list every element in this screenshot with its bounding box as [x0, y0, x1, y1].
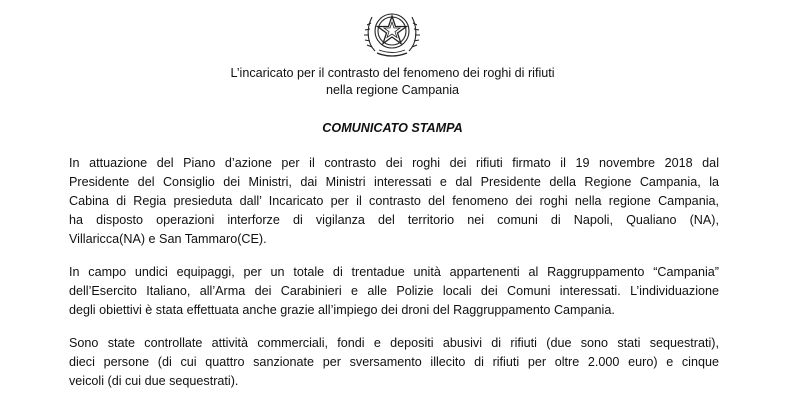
text-line: Villaricca(NA) e San Tammaro(CE).	[69, 232, 267, 246]
text-line: degli obiettivi è stata effettuata anche grazie all’impiego dei droni del Raggruppamento Campania.	[69, 303, 615, 317]
paragraph-2	[69, 263, 719, 320]
text-line: dieci persone (di cui quattro sanzionate per sversamento illecito di rifiuti per oltre 2.000 euro) e cinque	[69, 355, 719, 369]
document-title: COMUNICATO STAMPA	[322, 121, 463, 135]
paragraph-1	[69, 154, 719, 249]
issuer-line-2: nella regione Campania	[325, 83, 460, 97]
italian-republic-emblem-icon	[361, 3, 423, 59]
issuer-line-1: L’incaricato per il contrasto del fenomeno dei roghi di rifiuti	[230, 66, 555, 80]
text-line: ha disposto operazioni interforze di vigilanza del territorio nei comuni di Napoli, Qualiano (NA),	[69, 213, 719, 227]
text-line: veicoli (di cui due sequestrati).	[69, 374, 239, 388]
text-line: Presidente del Consiglio dei Ministri, dai Ministri interessati e dal Presidente della Regione Campania, la	[69, 175, 719, 189]
text-line: Cabina di Regia presieduta dall’ Incaricato per il contrasto del fenomeno dei roghi nella regione Campania,	[69, 194, 719, 208]
text-line: dell’Esercito Italiano, all’Arma dei Carabinieri e alle Polizie locali dei Comuni interessati. L’individuazione	[69, 284, 719, 298]
text-line: In campo undici equipaggi, per un totale di trentadue unità appartenenti al Raggruppamento “Campania”	[69, 265, 719, 279]
text-line: Sono state controllate attività commerciali, fondi e depositi abusivi di rifiuti (due sono stati sequestrati),	[69, 336, 719, 350]
paragraph-3	[69, 334, 719, 391]
text-line: In attuazione del Piano d’azione per il contrasto dei roghi dei rifiuti firmato il 19 novembre 2018 dal	[69, 156, 719, 170]
